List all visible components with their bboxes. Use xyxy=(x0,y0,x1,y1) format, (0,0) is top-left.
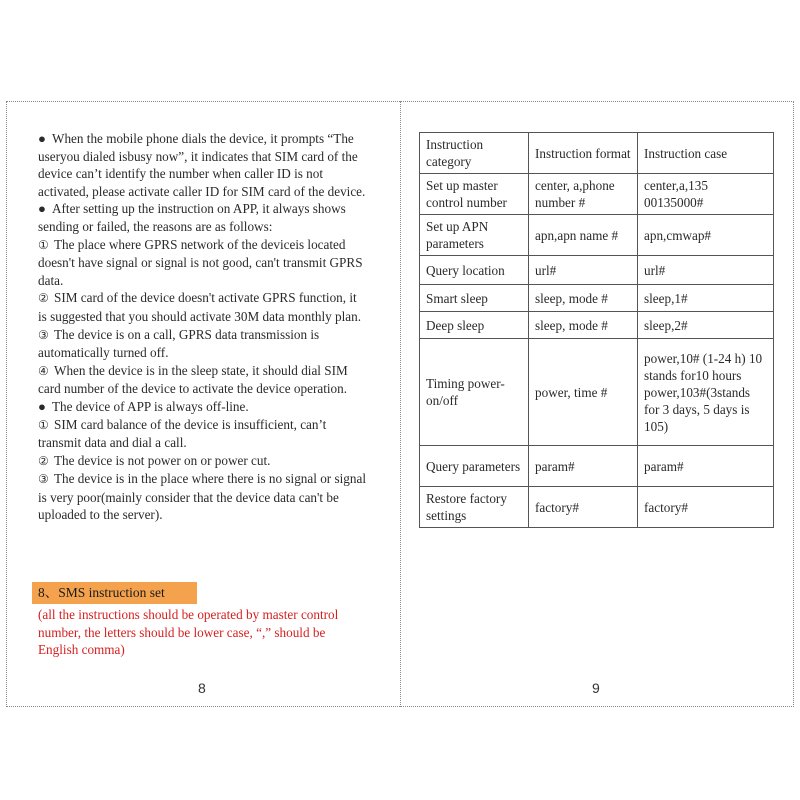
table-row xyxy=(420,339,774,446)
page-number-left: 8 xyxy=(198,680,206,696)
table-cell: factory# xyxy=(529,487,638,528)
circled-number-icon: ② xyxy=(38,453,49,468)
table-row xyxy=(420,285,774,312)
table-cell: Query location xyxy=(420,256,529,285)
table-row xyxy=(420,312,774,339)
paragraph: ● The device of APP is always off-line. xyxy=(38,398,249,414)
table-cell: sleep,1# xyxy=(638,285,774,312)
bullet-icon: ● xyxy=(38,131,46,146)
table-cell: Timing power-on/off xyxy=(420,339,529,446)
table-cell: power,10# (1-24 h) 10 stands for10 hours power,103#(3stands for 3 days, 5 days is 105) xyxy=(638,339,774,446)
section-heading: 8、SMS instruction set xyxy=(32,582,197,604)
table-cell: param# xyxy=(638,446,774,487)
circled-number-icon: ③ xyxy=(38,327,49,342)
table-cell: param# xyxy=(529,446,638,487)
instruction-table xyxy=(419,132,774,528)
header-cell: Instruction category xyxy=(420,133,529,174)
header-cell: Instruction case xyxy=(638,133,774,174)
table-row xyxy=(420,174,774,215)
table-row xyxy=(420,215,774,256)
table-cell: power, time # xyxy=(529,339,638,446)
paragraph: ③ The device is on a call, GPRS data transmission is automatically turned off. xyxy=(38,326,320,361)
paragraph: ● After setting up the instruction on APP, it always shows sending or failed, the reasons are as follows: xyxy=(38,201,346,234)
table-cell: sleep, mode # xyxy=(529,312,638,339)
paragraph: ① SIM card balance of the device is insufficient, can’t transmit data and dial a call. xyxy=(38,416,327,451)
left-page-text xyxy=(38,130,368,524)
table-header-row xyxy=(420,133,774,174)
table-cell: Set up master control number xyxy=(420,174,529,215)
table-cell: url# xyxy=(638,256,774,285)
page-number-right: 9 xyxy=(592,680,600,696)
bullet-icon: ● xyxy=(38,201,46,217)
circled-number-icon: ① xyxy=(38,237,49,252)
bullet-icon: ● xyxy=(38,398,46,414)
paragraph: ④ When the device is in the sleep state, it should dial SIM card number of the device to activate the device operation. xyxy=(38,362,348,397)
circled-number-icon: ④ xyxy=(38,363,49,378)
table-cell: apn,apn name # xyxy=(529,215,638,256)
table-cell: Restore factory settings xyxy=(420,487,529,528)
circled-number-icon: ② xyxy=(38,291,49,306)
table-cell: sleep,2# xyxy=(638,312,774,339)
table-cell: center, a,phone number # xyxy=(529,174,638,215)
circled-number-icon: ③ xyxy=(38,472,49,487)
table-cell: sleep, mode # xyxy=(529,285,638,312)
table-row xyxy=(420,446,774,487)
table-cell: apn,cmwap# xyxy=(638,215,774,256)
paragraph: ① The place where GPRS network of the deviceis located doesn't have signal or signal is not good, can't transmit GPRS data. xyxy=(38,236,363,288)
paragraph: ③ The device is in the place where there is no signal or signal is very poor(mainly consider that the device data can't be uploaded to the server). xyxy=(38,471,366,523)
table-row xyxy=(420,487,774,528)
table-cell: url# xyxy=(529,256,638,285)
section-note: (all the instructions should be operated by master control number, the letters should be lower case, “,” should be English comma) xyxy=(38,607,339,658)
table-cell: Set up APN parameters xyxy=(420,215,529,256)
table-cell: Deep sleep xyxy=(420,312,529,339)
paragraph: ● When the mobile phone dials the device, it prompts “The useryou dialed isbusy now”, it indicates that SIM card of the device can’t identify the number when caller ID is not activated, please activate caller ID for SIM card of the device. xyxy=(38,131,366,199)
table-cell: center,a,135 00135000# xyxy=(638,174,774,215)
header-cell: Instruction format xyxy=(529,133,638,174)
table-cell: factory# xyxy=(638,487,774,528)
paragraph: ② The device is not power on or power cut. xyxy=(38,452,368,471)
circled-number-icon: ① xyxy=(38,417,49,432)
paragraph: ② SIM card of the device doesn't activate GPRS function, it is suggested that you should activate 30M data monthly plan. xyxy=(38,290,362,324)
table-row xyxy=(420,256,774,285)
table-cell: Query parameters xyxy=(420,446,529,487)
table-cell: Smart sleep xyxy=(420,285,529,312)
